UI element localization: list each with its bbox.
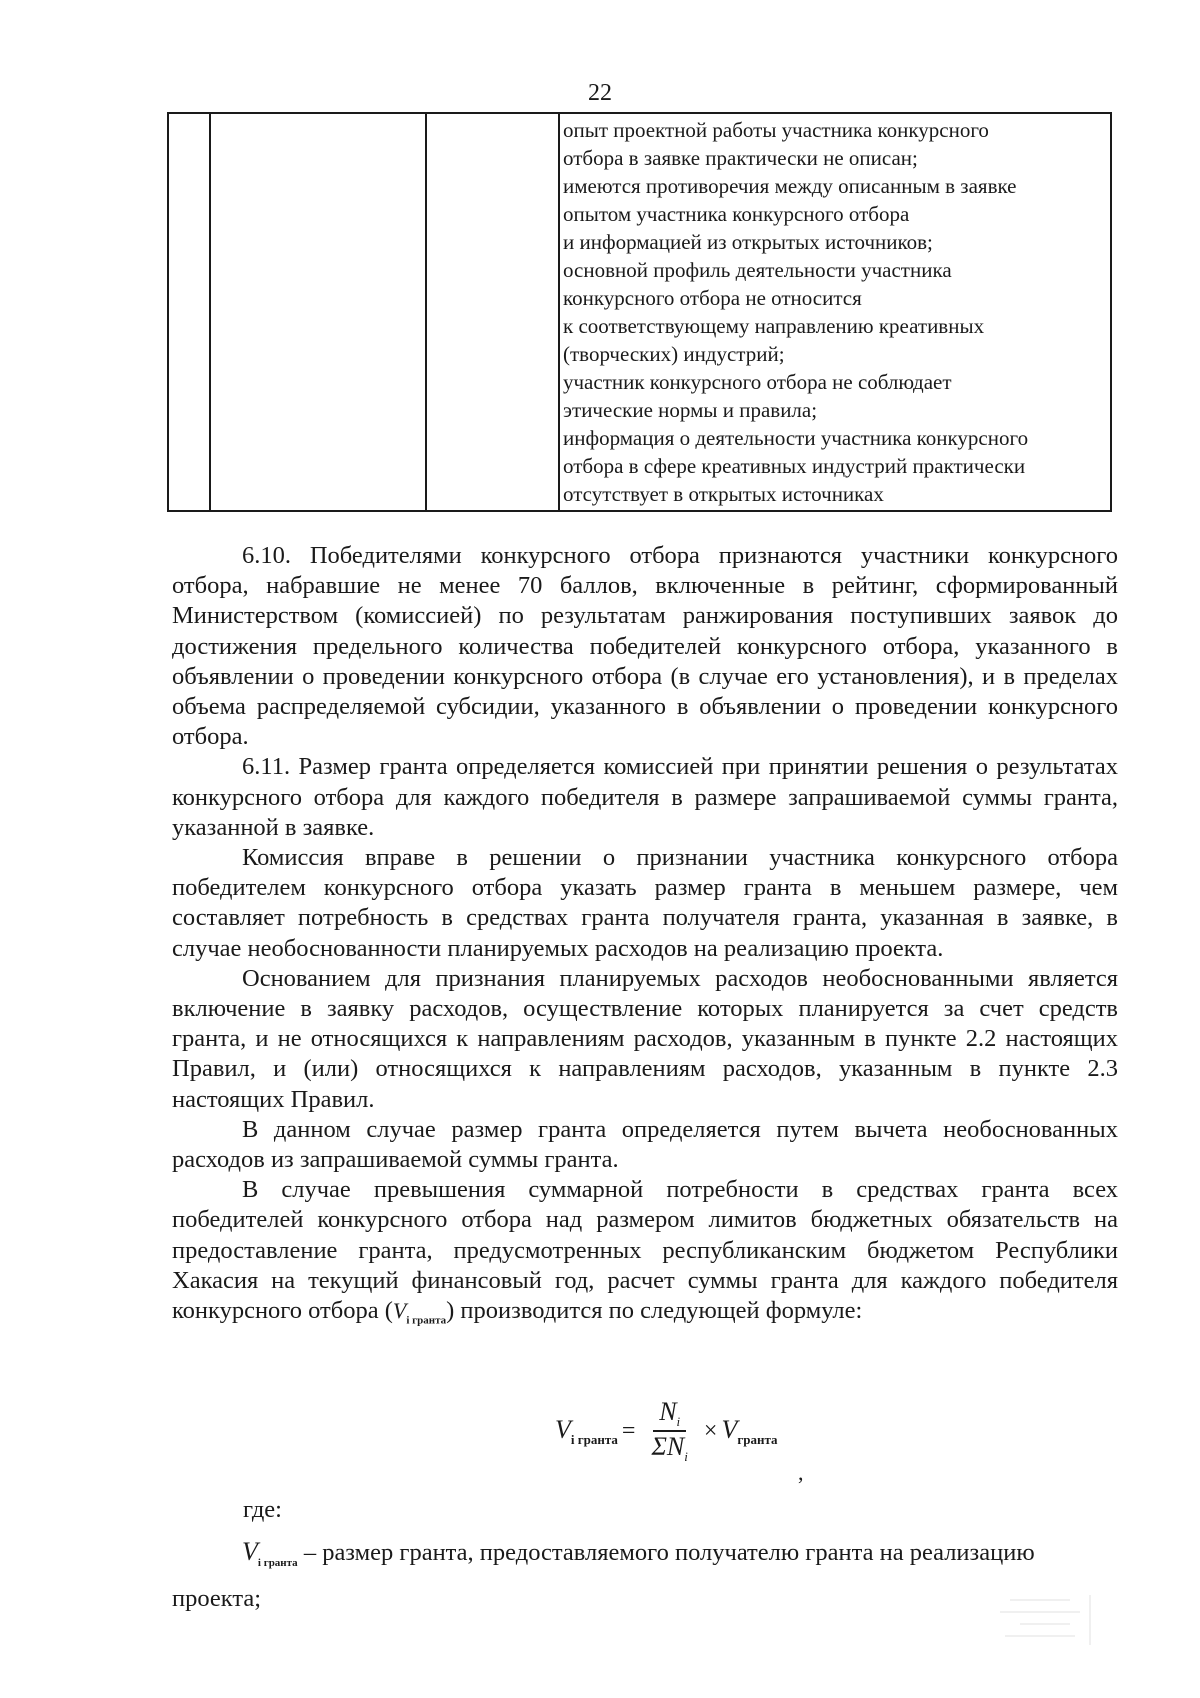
paragraph-commission: Комиссия вправе в решении о признании участника конкурсного отбора победителем конкурсного отбора указать размер гранта в меньшем размере, чем составляет потребность в средствах гранта получателя гранта, указанная в заявке, в случае необоснованности планируемых расходов на реализацию проекта. — [172, 844, 1118, 962]
criteria-line: (творческих) индустрий; — [563, 342, 785, 366]
criteria-line: имеются противоречия между описанным в заявке — [563, 174, 1017, 198]
formula-numerator: $N_i$ — [653, 1397, 686, 1432]
paragraph-excess-part2: ) производится по следующей формуле: — [446, 1297, 863, 1325]
criteria-line: конкурсного отбора не относится — [563, 286, 862, 310]
grant-formula — [555, 1397, 778, 1465]
criteria-line: участник конкурсного отбора не соблюдает — [563, 370, 952, 394]
criteria-line: этические нормы и правила; — [563, 398, 818, 422]
table-cell-empty-2 — [210, 113, 426, 511]
formula-denominator: $\Sigma N_i$ — [651, 1432, 688, 1465]
formula-times: × — [703, 1417, 718, 1444]
inline-variable: $V_{i гранта}$ — [392, 1298, 447, 1327]
body-text — [172, 541, 1118, 1336]
criteria-table — [167, 112, 1112, 512]
paragraph-excess — [172, 1175, 1118, 1335]
formula-fraction — [645, 1397, 693, 1465]
criteria-line: опыт проектной работы участника конкурсного — [563, 118, 989, 142]
definition-variable: $V_{i гранта}$ — [242, 1537, 298, 1570]
paragraph-basis: Основанием для признания планируемых расходов необоснованными является включение в заявку расходов, осуществление которых планируется за счет средств гранта, и не относящихся к направлениям расходов, указанным в пункте 2.2 настоящих Правил, и (или) относящихся к направлениям расходов, указанным в пункте 2.3 настоящих Правил. — [172, 964, 1118, 1113]
criteria-line: отбора в заявке практически не описан; — [563, 146, 918, 170]
table-cell-empty-1 — [168, 113, 210, 511]
where-label: где: — [243, 1496, 282, 1523]
page-number: 22 — [588, 80, 612, 106]
paragraph-case: В данном случае размер гранта определяется путем вычета необоснованных расходов из запрашиваемой суммы гранта. — [172, 1115, 1118, 1174]
criteria-line: информация о деятельности участника конкурсного — [563, 426, 1029, 450]
criteria-line: отсутствует в открытых источниках — [563, 482, 884, 506]
paragraph-6-11: 6.11. Размер гранта определяется комиссией при принятии решения о результатах конкурсного отбора для каждого победителя в размере запрашиваемой суммы гранта, указанной в заявке. — [172, 753, 1118, 841]
paragraph-excess-part1: В случае превышения суммарной потребности в средствах гранта всех победителей конкурсного отбора над размером лимитов бюджетных обязательств на предоставление гранта, предусмотренных республиканским бюджетом Республики Хакасия на текущий финансовый год, расчет суммы гранта для каждого победителя конкурсного отбора ( — [172, 1176, 1118, 1325]
paragraph-6-10: 6.10. Победителями конкурсного отбора признаются участники конкурсного отбора, набравшие не менее 70 баллов, включенные в рейтинг, сформированный Министерством (комиссией) по результатам ранжирования поступивших заявок до достижения предельного количества победителей конкурсного отбора, указанного в объявлении о проведении конкурсного отбора (в случае его установления), и в пределах объема распределяемой субсидии, указанного в объявлении о проведении конкурсного отбора. — [172, 542, 1118, 751]
scan-stamp-artifact — [990, 1590, 1100, 1650]
table-row — [168, 113, 1111, 511]
formula-total: $V_{гранта}$ — [721, 1414, 778, 1447]
table-cell-criteria — [559, 113, 1111, 511]
criteria-line: и информацией из открытых источников; — [563, 230, 933, 254]
formula-lhs: $V_{i гранта}$ — [555, 1414, 618, 1447]
criteria-line: основной профиль деятельности участника — [563, 258, 952, 282]
definition-block — [172, 1534, 1118, 1617]
criteria-line: отбора в сфере креативных индустрий практически — [563, 454, 1026, 478]
criteria-line: к соответствующему направлению креативных — [563, 314, 985, 338]
formula-comma: , — [798, 1460, 804, 1485]
formula-equals: = — [621, 1417, 636, 1444]
criteria-line: опытом участника конкурсного отбора — [563, 202, 910, 226]
table-cell-empty-3 — [426, 113, 559, 511]
definition-paragraph: $V_{i гранта}$ – размер гранта, предоставляемого получателю гранта на реализацию проекта; — [172, 1537, 1035, 1613]
